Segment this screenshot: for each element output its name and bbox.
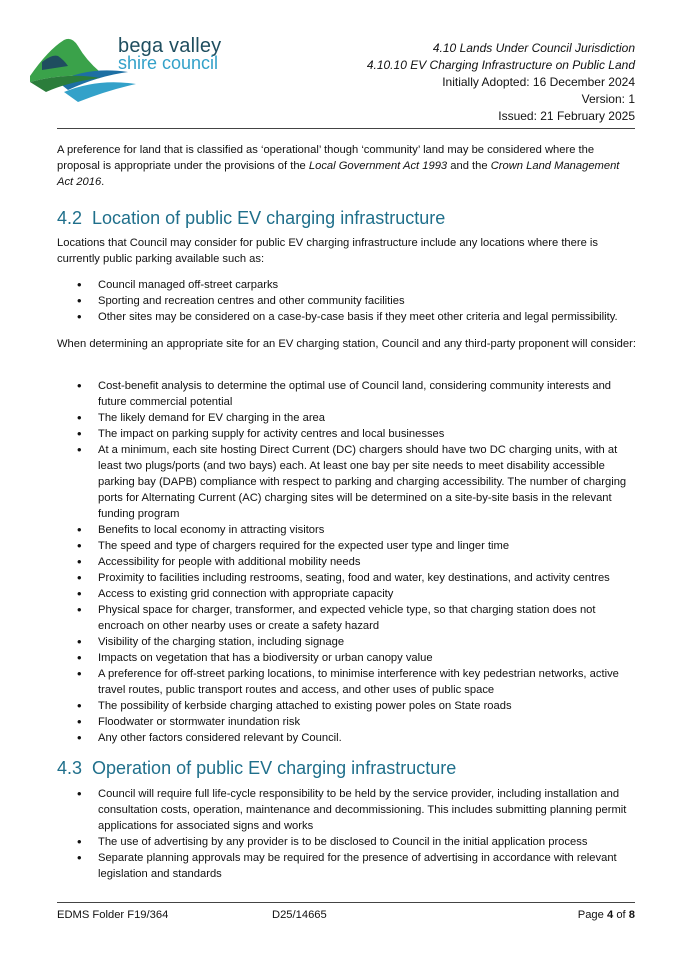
document-header-info — [367, 40, 635, 125]
list-item: • Other sites may be considered on a case-by-case basis if they meet other criteria and legal permissibility. — [76, 309, 636, 325]
header-version: Version: 1 — [581, 92, 635, 106]
section-title: Location of public EV charging infrastructure — [92, 208, 446, 228]
intro-paragraph — [57, 142, 637, 190]
list-item: • Cost-benefit analysis to determine the optimal use of Council land, considering community interests and future commercial potential — [76, 378, 636, 410]
list-item: • The use of advertising by any provider is to be disclosed to Council in the initial application process — [76, 834, 636, 850]
list-item: • Physical space for charger, transformer, and expected vehicle type, so that charging station does not encroach on other nearby uses or create a safety hazard — [76, 602, 636, 634]
footer-edms: EDMS Folder F19/364 — [57, 909, 169, 921]
intro-act-2: Crown Land Management Act 2016 — [57, 160, 620, 188]
header-issued: Issued: 21 February 2025 — [498, 109, 635, 123]
list-item: • Floodwater or stormwater inundation risk — [76, 714, 636, 730]
list-item: • Proximity to facilities including restrooms, seating, food and water, key destinations, and activity centres — [76, 570, 636, 586]
section-4-3-heading — [57, 758, 456, 779]
intro-text-c: . — [101, 176, 105, 188]
list-item: • The likely demand for EV charging in the area — [76, 410, 636, 426]
criteria-list — [76, 378, 636, 746]
header-adopted: Initially Adopted: 16 December 2024 — [442, 75, 635, 89]
section-number: 4.3 — [57, 758, 83, 778]
header-policy: 4.10.10 EV Charging Infrastructure on Public Land — [366, 58, 635, 72]
list-item: • Sporting and recreation centres and other community facilities — [76, 293, 636, 309]
intro-text-a: A preference for land that is classified as ‘operational’ though ‘community’ land may be considered where the proposal is appropriate under the provisions of the — [57, 144, 595, 172]
section-number: 4.2 — [57, 208, 83, 228]
list-item: • Access to existing grid connection with appropriate capacity — [76, 586, 636, 602]
footer-doc-ref: D25/14665 — [272, 909, 327, 921]
intro-text-b: and the — [447, 160, 491, 172]
criteria-lead: When determining an appropriate site for an EV charging station, Council and any third-party proponent will consider: — [57, 338, 636, 350]
footer-page-number — [578, 909, 635, 921]
list-item: • At a minimum, each site hosting Direct Current (DC) chargers should have two DC charging units, with at least two plugs/ports (and two bays) each. At least one bay per site needs to meet disability accessible parking bay (DAPB) compliance with respect to parking and charging accessibility. The number of charging ports for Alternating Current (AC) charging sites will be determined on a site-by-site basis in the relevant funding program — [76, 442, 636, 522]
intro-act-1: Local Government Act 1993 — [308, 160, 448, 172]
list-item: • Visibility of the charging station, including signage — [76, 634, 636, 650]
section-4-2-heading — [57, 208, 445, 229]
list-item: • Separate planning approvals may be required for the presence of advertising in accordance with relevant legislation and standards — [76, 850, 636, 882]
list-item: • The speed and type of chargers required for the expected user type and linger time — [76, 538, 636, 554]
list-item: • Council managed off-street carparks — [76, 277, 636, 293]
operation-list — [76, 786, 636, 882]
page-prefix: Page — [577, 909, 607, 921]
list-item: • Accessibility for people with additional mobility needs — [76, 554, 636, 570]
header-section: 4.10 Lands Under Council Jurisdiction — [432, 41, 635, 55]
list-item: • A preference for off-street parking locations, to minimise interference with key pedestrian networks, active travel routes, public transport routes and access, and other uses of public space — [76, 666, 636, 698]
header-divider — [57, 128, 635, 129]
section-title: Operation of public EV charging infrastructure — [92, 758, 457, 778]
list-item: • Benefits to local economy in attracting visitors — [76, 522, 636, 538]
locations-lead: Locations that Council may consider for public EV charging infrastructure include any locations where there is currently public parking available such as: — [57, 237, 599, 265]
page-total: 8 — [628, 909, 635, 921]
list-item: • The impact on parking supply for activity centres and local businesses — [76, 426, 636, 442]
footer-divider — [57, 902, 635, 903]
list-item: • The possibility of kerbside charging attached to existing power poles on State roads — [76, 698, 636, 714]
locations-list — [76, 277, 636, 325]
logo-line-2: shire council — [118, 53, 219, 73]
list-item: • Impacts on vegetation that has a biodiversity or urban canopy value — [76, 650, 636, 666]
logo-line-1: bega valley — [118, 35, 222, 57]
page-mid: of — [613, 909, 629, 921]
logo-wordmark — [118, 35, 222, 73]
page-current: 4 — [606, 909, 614, 921]
council-logo — [28, 32, 258, 104]
list-item: • Council will require full life-cycle responsibility to be held by the service provider, including installation and consultation costs, operation, maintenance and decommissioning. This includes submitting planning permit applications for associated signs and works — [76, 786, 636, 834]
list-item: • Any other factors considered relevant by Council. — [76, 730, 636, 746]
